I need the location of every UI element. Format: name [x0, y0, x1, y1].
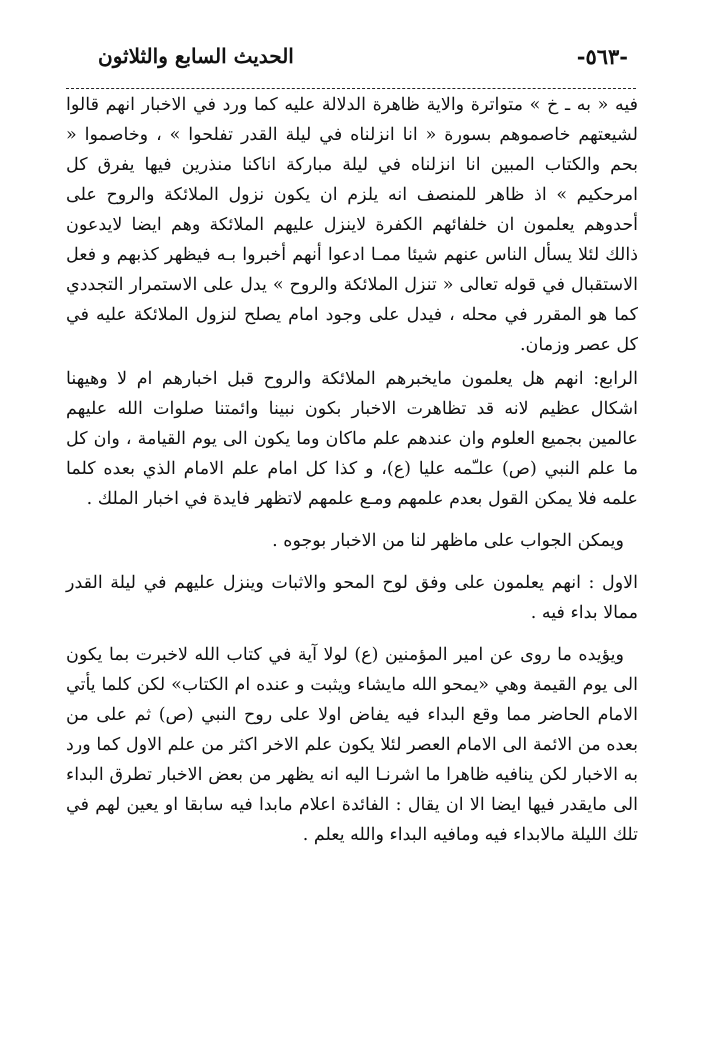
paragraph: فيه « به ـ خ » متواترة والاية ظاهرة الدلالة عليه كما ورد في الاخبار انهم قالوا لشيعتهم خاصموهم بسورة « انا انزلناه في ليلة القدر تفلحوا » ، وخاصموا « بحم والكتاب المبين انا انزلناه في ليلة مباركة اناكنا منذرين فيها يفرق كل امرحكيم » اذ ظاهر للمنصف انه يلزم ان يكون نزول الملائكة والروح على أحدوهم يعلمون ان خلفائهم الكفرة لاينزل عليهم الملائكة وهم ايضا لايدعون ذالك لئلا يسأل الناس عنهم شيئا ممـا ادعوا أنهم أخبروا بـه فيظهر كذبهم و فعل الاستقبال في قوله تعالى « تنزل الملائكة والروح » يدل على الاستمرار التجددي كما هو المقرر في محله ، فيدل على وجود امام يصلح لنزول الملائكة عليه في كل عصر وزمان. — [66, 95, 638, 355]
paragraph: ويمكن الجواب على ماظهر لنا من الاخبار بوجوه . — [272, 531, 624, 551]
paragraph: الرابع: انهم هل يعلمون مايخبرهم الملائكة والروح قبل اخبارهم ام لا وهيهنا اشكال عظيم لانه قد تظاهرت الاخبار بكون نبينا وائمتنا صلوات الله عليهم عالمين بجميع العلوم وان عندهم علم ماكان وما يكون الى يوم القيامة ، وان كل ما علم النبي (ص) علـّمه عليا (ع)، و كذا كل امام علم الامام الذي بعده كلما علمه فلا يمكن القول بعدم علمهم ومـع علمهم لاتظهر فايدة في اخبار الملك . — [66, 369, 638, 509]
chapter-title: الحديث السابع والثلاثون — [98, 44, 294, 68]
page-header — [68, 36, 628, 76]
page-number: -٥٦٣- — [576, 44, 628, 69]
header-divider — [66, 88, 636, 89]
paragraph: ويؤيده ما روى عن امير المؤمنين (ع) لولا آية في كتاب الله لاخبرت بما يكون الى يوم القيمة وهي «يمحو الله مايشاء ويثبت و عنده ام الكتاب» لكن كلما يأتي الامام الحاضر مما وقع البداء فيه يفاض اولا على روح النبي (ص) ثم على من بعده من الائمة الى الامام العصر لئلا يكون علم الاخر اكثر من علم الاول كما ورد به الاخبار لكن ينافيه ظاهرا ما اشرنـا اليه انه يظهر من بعض الاخبار تطرق البداء الى مايقدر فيها ايضا الا ان يقال : الفائدة اعلام مابدا فيه سابقا او يعين لهم في تلك الليلة مالابداء فيه ومافيه البداء والله يعلم . — [66, 645, 638, 845]
paragraph: الاول : انهم يعلمون على وفق لوح المحو والاثبات وينزل عليهم في ليلة القدر ممالا بداء فيه . — [66, 573, 638, 623]
page-body — [66, 90, 638, 850]
